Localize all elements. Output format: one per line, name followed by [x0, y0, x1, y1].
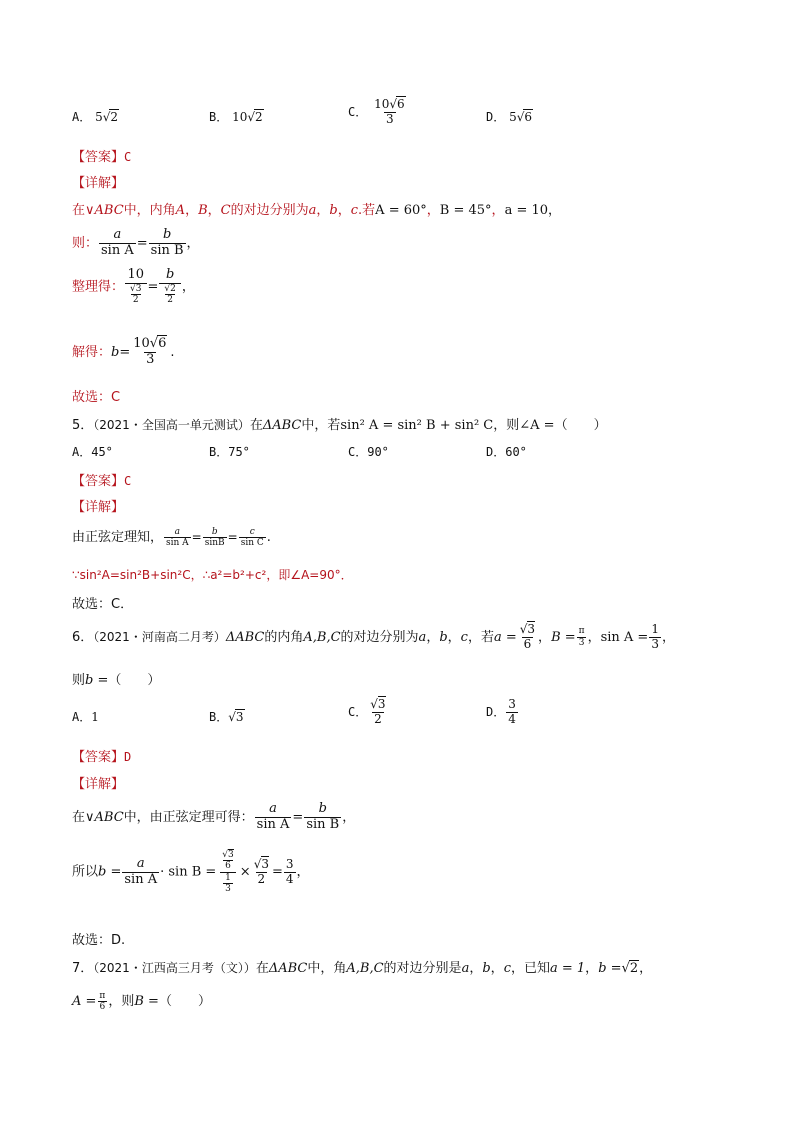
q4-option-d: D． 5√6: [486, 110, 532, 124]
q4-option-b: B． 10√2: [209, 110, 263, 124]
q6-option-a: A．1: [72, 710, 99, 724]
q7-stem-line2: A = $\frac{\pi}{6}$ ，则B =（ ）: [72, 990, 211, 1012]
q4-choice: 故选：C: [72, 390, 121, 405]
q5-answer: 【答案】C: [72, 474, 132, 489]
q5-detail-label: 【详解】: [72, 500, 125, 515]
q4-detail-line2: 则： $\frac{a}{\text{sin A}}$ = $\frac{b}{\text{sin B}}$ ，: [72, 227, 200, 258]
q4-option-a: A． 5√2: [72, 110, 118, 124]
q5-option-b: B．75°: [209, 445, 250, 459]
q4-answer: [72, 146, 131, 165]
q6-choice: 故选：D.: [72, 933, 126, 948]
q4-detail-line4: 解得：b= $\frac{10√6}{3}$ .: [72, 336, 175, 367]
option-letter: B．: [209, 110, 229, 124]
option-letter: C．: [348, 104, 368, 119]
q4-option-c: C． $\frac{10√6}{3}$: [348, 97, 405, 126]
q6-detail-line1: 在∨ABC中，由正弦定理可得： $\frac{a}{\text{sin A}}$ = $\frac{b}{\text{sin B}}$ ，: [72, 801, 356, 832]
q4-detail-line1: 在∨ABC中，内角A，B，C的对边分别为a，b，c.若A = 60°，B = 45°，a = 10，: [72, 203, 562, 218]
q4-detail-line3: 整理得： $\frac{10}{\frac{√3}{2}}$ = $\frac{b}{\frac{√2}{2}}$ ，: [72, 267, 195, 306]
q6-detail-line2: 所以b = $\frac{a}{\text{sin A}}$ · sin B = $\frac{\frac{√3}{6}}{\frac{1}{3}}$ × $\frac{√3}{2}$ = $\frac{3}{4}$ ，: [72, 850, 310, 895]
q6-option-b: B．√3: [209, 710, 244, 724]
q7-stem: 7．（2021・江西高三月考（文））在ΔABC中，角A,B,C的对边分别是a，b，c，已知a = 1，b =√2，: [72, 961, 653, 976]
q6-stem: 6．（2021・河南高二月考）ΔABC的内角A,B,C的对边分别为a，b，c，若a = $\frac{√3}{6}$ ，B = $\frac{\pi}{3}$ ，sin A = $\frac{1}{3}$ ，: [72, 622, 675, 651]
q5-choice: 故选：C．: [72, 597, 134, 612]
q5-option-a: A．45°: [72, 445, 113, 459]
q5-detail-line1: 由正弦定理知， $\frac{a}{\text{sin A}}$ = $\frac{b}{\sin B}$ = $\frac{c}{\text{sin C}}$ .: [72, 526, 271, 548]
question-number: 5．: [72, 418, 94, 433]
q6-stem-line2: 则b =（ ）: [72, 673, 161, 688]
option-letter: D．: [486, 110, 506, 124]
q5-stem: 5．（2021・全国高一单元测试）在ΔABC中，若sin² A = sin² B + sin² C，则∠A =（ ）: [72, 418, 607, 433]
q6-detail-label: 【详解】: [72, 777, 125, 792]
answer-label: 【答案】: [72, 150, 125, 165]
answer-value: C: [124, 150, 132, 164]
q6-answer: 【答案】D: [72, 750, 132, 765]
option-letter: A．: [72, 110, 92, 124]
q5-option-d: D．60°: [486, 445, 527, 459]
q5-option-c: C．90°: [348, 445, 389, 459]
q4-detail-label: 【详解】: [72, 176, 125, 191]
q5-detail-line2: ∵sin²A=sin²B+sin²C，∴a²=b²+c²，即∠A=90°．: [72, 568, 353, 582]
question-source: （2021・全国高一单元测试）: [93, 418, 250, 432]
q6-option-c: C． $\frac{√3}{2}$: [348, 697, 386, 726]
q6-option-d: D． $\frac{3}{4}$: [486, 697, 516, 726]
